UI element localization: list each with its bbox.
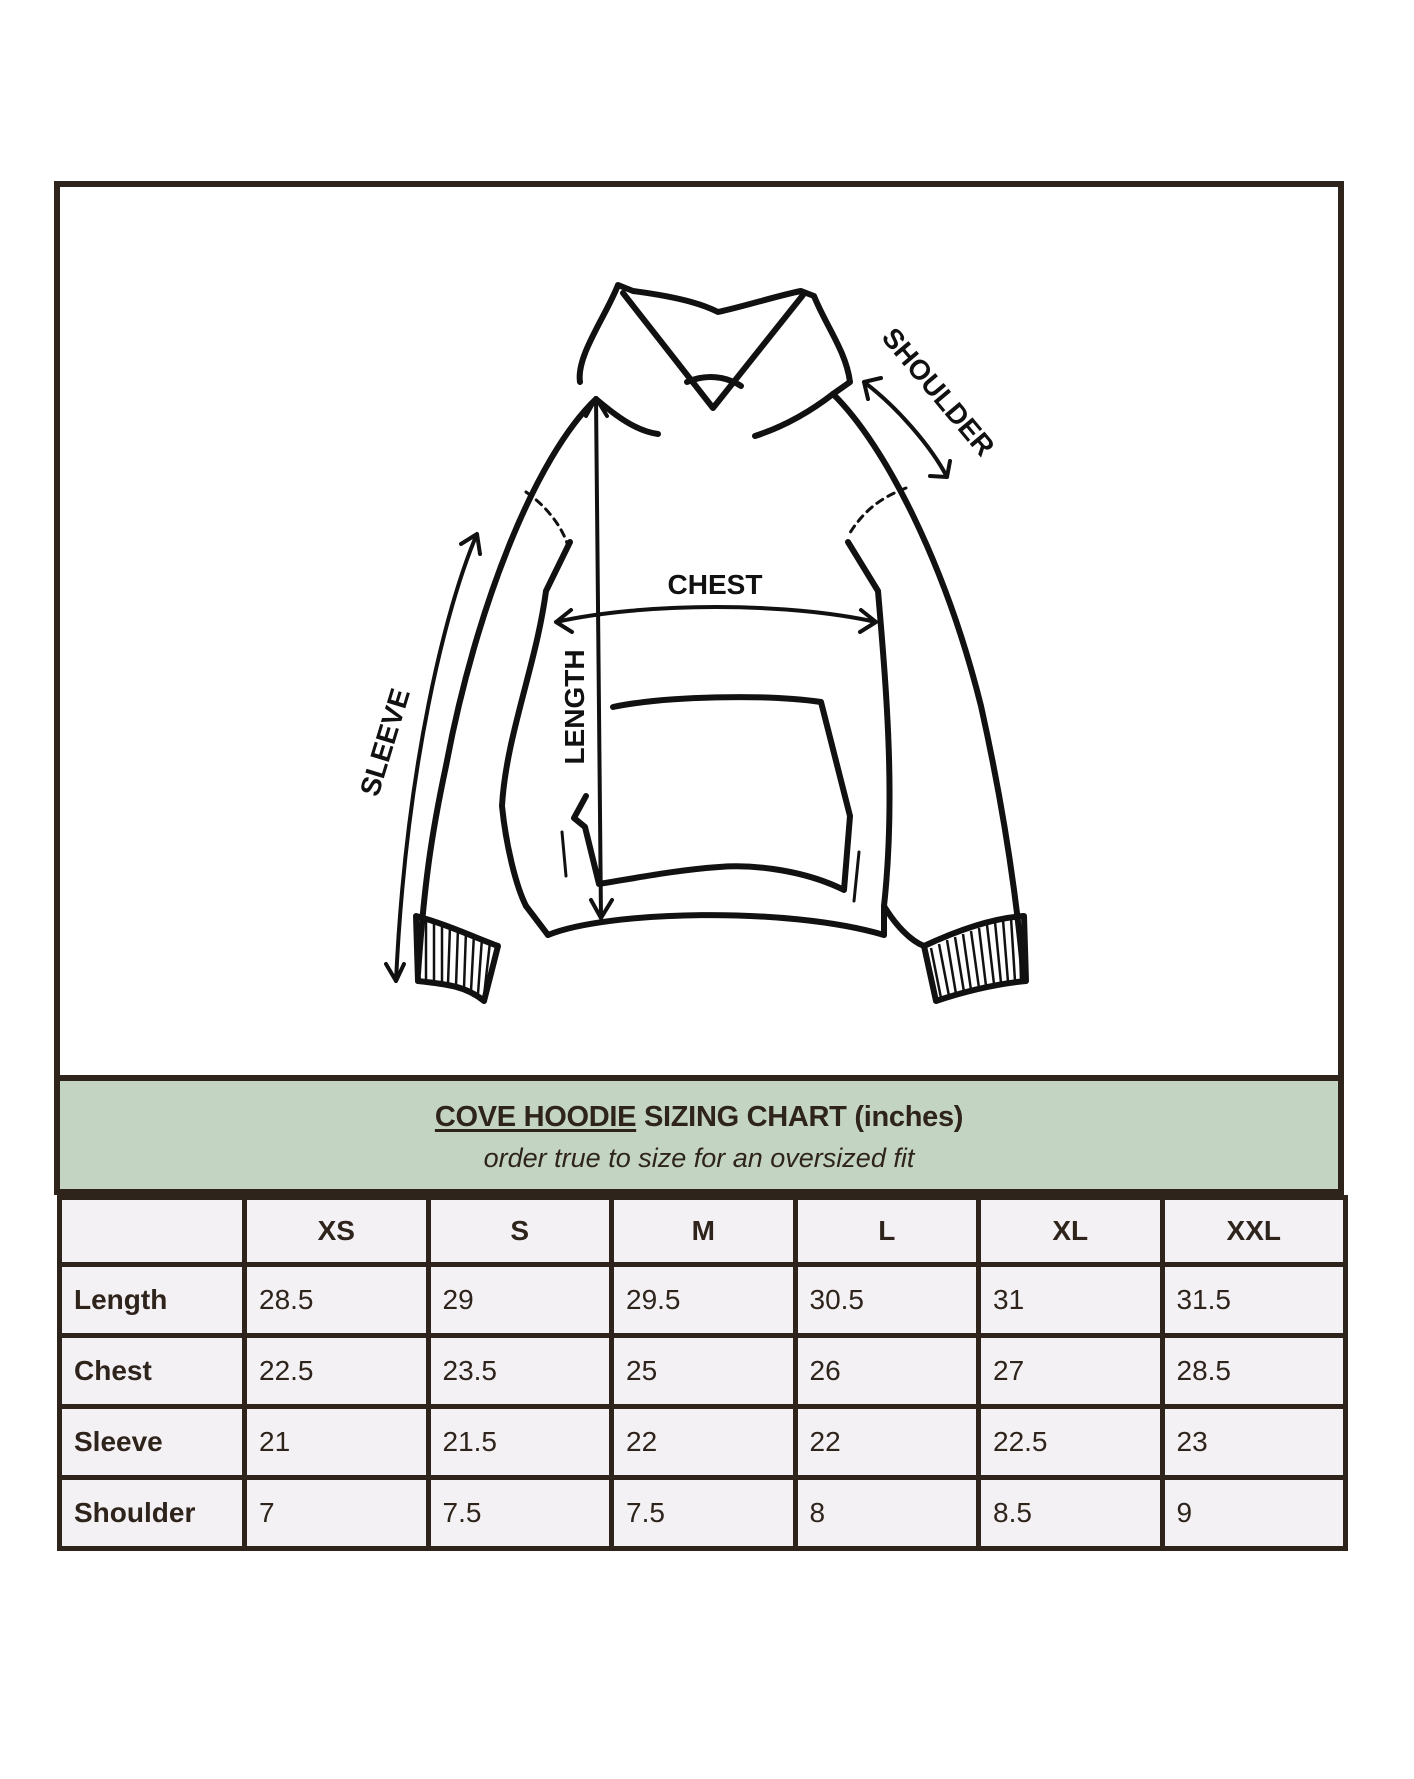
table-cell: 7.5 (428, 1478, 612, 1549)
table-cell: 31 (979, 1265, 1163, 1336)
table-cell: 27 (979, 1336, 1163, 1407)
chart-title (60, 1101, 1338, 1134)
chest-arrow-icon (556, 607, 876, 632)
table-row-sleeve (60, 1407, 1346, 1478)
sizing-chart-frame (54, 181, 1344, 1195)
table-cell: 23 (1162, 1407, 1346, 1478)
table-row-shoulder (60, 1478, 1346, 1549)
table-cell: 23.5 (428, 1336, 612, 1407)
size-header-xl: XL (979, 1198, 1163, 1265)
table-cell: 22.5 (979, 1407, 1163, 1478)
sleeve-arrow-icon (386, 534, 480, 981)
size-header-xs: XS (245, 1198, 429, 1265)
size-header-l: L (795, 1198, 979, 1265)
table-cell: 22.5 (245, 1336, 429, 1407)
corner-cell (60, 1198, 245, 1265)
table-cell: 9 (1162, 1478, 1346, 1549)
table-cell: 22 (795, 1407, 979, 1478)
table-cell: 8.5 (979, 1478, 1163, 1549)
table-cell: 31.5 (1162, 1265, 1346, 1336)
row-label: Shoulder (60, 1478, 245, 1549)
hoodie-diagram (60, 187, 1338, 1075)
chart-title-rest: SIZING CHART (inches) (643, 1101, 964, 1133)
table-cell: 8 (795, 1478, 979, 1549)
size-header-m: M (612, 1198, 796, 1265)
sleeve-label: SLEEVE (353, 684, 416, 800)
shoulder-label: SHOULDER (875, 321, 1001, 463)
table-cell: 28.5 (245, 1265, 429, 1336)
table-cell: 28.5 (1162, 1336, 1346, 1407)
table-row-length (60, 1265, 1346, 1336)
table-cell: 29.5 (612, 1265, 796, 1336)
table-row-chest (60, 1336, 1346, 1407)
length-label: LENGTH (559, 649, 590, 765)
row-label: Length (60, 1265, 245, 1336)
table-cell: 7 (245, 1478, 429, 1549)
table-cell: 21.5 (428, 1407, 612, 1478)
product-name: COVE HOODIE (434, 1101, 637, 1133)
title-band (60, 1075, 1338, 1189)
row-label: Sleeve (60, 1407, 245, 1478)
table-cell: 21 (245, 1407, 429, 1478)
table-cell: 25 (612, 1336, 796, 1407)
size-table (57, 1195, 1348, 1551)
chart-subtitle: order true to size for an oversized fit (483, 1143, 915, 1173)
table-cell: 22 (612, 1407, 796, 1478)
size-header-s: S (428, 1198, 612, 1265)
table-cell: 29 (428, 1265, 612, 1336)
table-cell: 30.5 (795, 1265, 979, 1336)
table-cell: 26 (795, 1336, 979, 1407)
table-cell: 7.5 (612, 1478, 796, 1549)
chest-label: CHEST (667, 569, 763, 600)
size-header-xxl: XXL (1162, 1198, 1346, 1265)
table-header-row (60, 1198, 1346, 1265)
row-label: Chest (60, 1336, 245, 1407)
